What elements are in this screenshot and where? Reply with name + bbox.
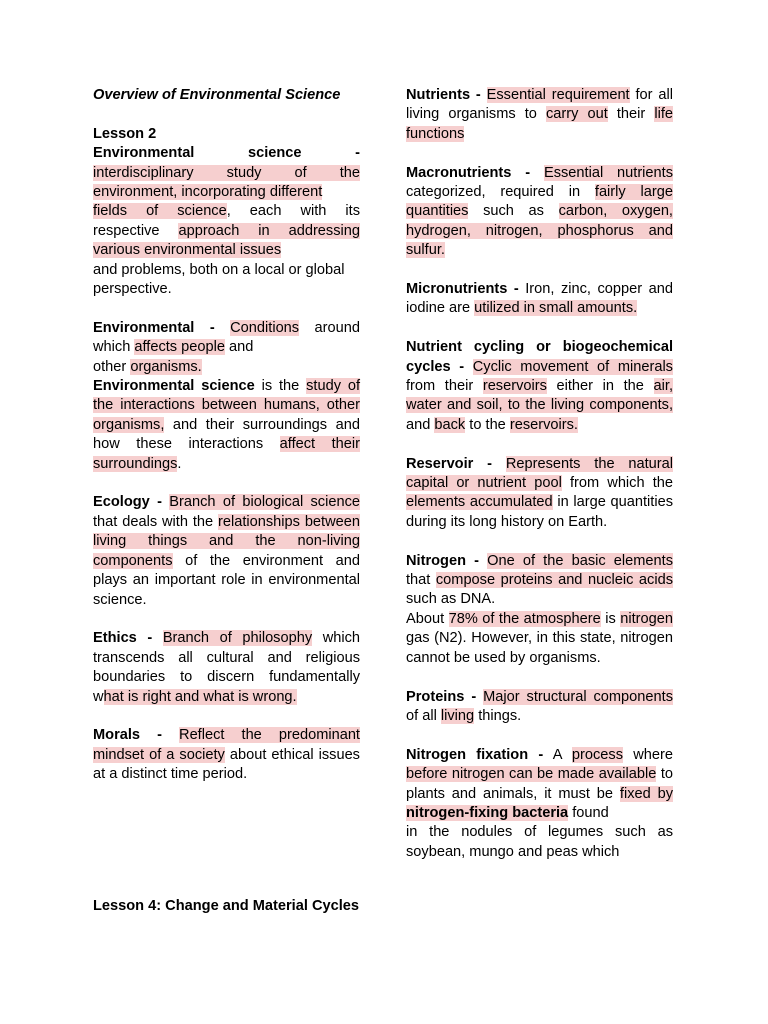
- text: where: [623, 746, 673, 763]
- highlight: utilized in small amounts.: [474, 300, 638, 317]
- text: for all living organisms to: [406, 87, 673, 123]
- text: A: [543, 746, 572, 763]
- text: such as DNA.: [406, 591, 496, 608]
- lesson-4-heading: Lesson 4: Change and Material Cycles: [93, 898, 360, 914]
- text: that: [406, 572, 436, 589]
- morals-definition: [93, 726, 360, 784]
- text: either in the: [546, 378, 654, 395]
- term-environmental-science: Environmental science -: [93, 145, 360, 162]
- highlight: Essential requirement: [486, 87, 630, 103]
- es-def-line5: [93, 222, 360, 241]
- text: , each with its: [226, 203, 360, 220]
- text: found: [568, 804, 609, 821]
- highlight: Conditions: [230, 319, 300, 336]
- text: to the: [465, 416, 510, 433]
- text: is: [600, 610, 621, 627]
- nitrogen-part2: [406, 610, 673, 668]
- highlight: fields of science: [93, 203, 227, 220]
- highlight: various environmental issues: [93, 242, 282, 259]
- highlight: reservoirs.: [509, 416, 578, 433]
- text: that deals with the: [93, 513, 218, 530]
- highlight: air, water and soil, to the living components,: [406, 378, 674, 414]
- es-def-line1: [93, 144, 360, 163]
- highlight: back: [434, 416, 466, 433]
- highlight: Represents the natural capital or nutrient pool: [406, 455, 673, 492]
- environmental-definition: [93, 319, 360, 377]
- highlight: approach in addressing: [178, 222, 360, 239]
- highlight: life functions: [406, 106, 673, 142]
- term-nutrients: Nutrients -: [406, 87, 481, 103]
- reservoir-definition: [406, 455, 673, 533]
- es-def-line7: [93, 261, 360, 280]
- term-ecology: Ecology -: [93, 494, 162, 511]
- term-macronutrients: Macronutrients -: [406, 164, 531, 181]
- highlight: Cyclic movement of minerals: [472, 358, 673, 375]
- text: and their surroundings and how these interactions: [93, 416, 360, 453]
- highlight: Major structural components: [483, 688, 673, 705]
- highlight: before nitrogen can be made available: [406, 766, 657, 783]
- proteins-definition: [406, 688, 673, 727]
- highlight: environment, incorporating different: [93, 184, 323, 201]
- highlight: elements accumulated: [406, 494, 553, 511]
- es-def-line8: [93, 280, 360, 299]
- text: such as: [468, 203, 559, 220]
- highlight: affects people: [134, 339, 225, 356]
- highlight: 78% of the atmosphere: [448, 610, 601, 627]
- lesson-2-heading: [93, 125, 360, 144]
- environmental-science-study: [93, 377, 360, 474]
- highlight: carry out: [545, 106, 608, 123]
- fixation-part2: [406, 823, 673, 862]
- macronutrients-definition: [406, 164, 673, 261]
- text: about ethical issues at a distinct time period.: [93, 746, 360, 783]
- lesson-2-section: [93, 125, 360, 300]
- text: is the: [254, 378, 307, 395]
- nutrient-cycling-definition: [406, 338, 673, 435]
- highlight: hat is right and what is wrong.: [103, 688, 297, 705]
- highlight: Reflect the predominant mindset of a society: [93, 727, 360, 763]
- text: Iron, zinc, copper and iodine are: [406, 281, 673, 317]
- text: in the nodules of legumes such as soybean, mungo and peas which: [406, 824, 673, 860]
- highlight: interdisciplinary study of the: [93, 164, 360, 181]
- highlight: reservoirs: [482, 378, 547, 395]
- nitrogen-part1: [406, 552, 673, 610]
- term-environmental-science-2: Environmental science: [93, 378, 255, 395]
- highlight: organisms.: [130, 358, 202, 375]
- text: of all: [406, 707, 441, 724]
- text: other: [93, 358, 131, 375]
- env-def-line2: [93, 338, 360, 357]
- text: which: [93, 339, 135, 356]
- text: and: [406, 416, 435, 433]
- term-reservoir: Reservoir -: [406, 455, 493, 472]
- highlight: Essential nutrients: [543, 164, 673, 181]
- es-def-line3: [93, 183, 360, 202]
- fixation-part1: [406, 746, 673, 824]
- term-proteins: Proteins -: [406, 688, 477, 705]
- highlight: relationships between living things and the non-living components: [93, 513, 360, 569]
- env-def-line1: [93, 319, 360, 338]
- text: their: [607, 106, 655, 123]
- micronutrients-definition: [406, 280, 673, 319]
- text: things.: [474, 707, 522, 724]
- text: categorized, required in: [406, 184, 595, 201]
- text: perspective.: [93, 281, 172, 298]
- es-def-line6: [93, 241, 360, 260]
- highlight: carbon, oxygen, hydrogen, nitrogen, phosphorus and sulfur.: [406, 203, 673, 259]
- text: which transcends all cultural and religious boundaries to discern fundamentally w: [93, 630, 361, 705]
- text: from which the: [561, 475, 674, 492]
- text: around: [299, 319, 361, 336]
- term-nitrogen: Nitrogen -: [406, 552, 479, 569]
- highlight: compose proteins and nucleic acids: [435, 572, 673, 589]
- right-column: [406, 86, 673, 862]
- highlight: One of the basic elements: [487, 552, 673, 569]
- highlight: nitrogen: [620, 610, 673, 627]
- es-def-line4: [93, 202, 360, 221]
- highlight: living: [440, 707, 475, 724]
- text: and: [224, 339, 254, 356]
- term-nutrient-cycling: Nutrient cycling or biogeochemical cycles -: [406, 339, 673, 375]
- nitrogen-definition: [406, 552, 673, 668]
- term-environmental: Environmental -: [93, 319, 215, 336]
- text: and problems, both on a local or global: [93, 261, 345, 278]
- highlight: study of the interactions between humans, other organisms,: [93, 378, 360, 433]
- nutrients-definition: [406, 86, 673, 144]
- text: from their: [406, 378, 483, 395]
- es-def-line2: [93, 164, 360, 183]
- text: .: [177, 455, 182, 472]
- left-column: [93, 86, 361, 914]
- term-nitrogen-fixation: Nitrogen fixation -: [406, 746, 544, 763]
- text: in large quantities during its long history on Earth.: [406, 494, 673, 530]
- highlight: Branch of biological science: [169, 494, 360, 511]
- term-micronutrients: Micronutrients -: [406, 281, 519, 298]
- text: gas (N2). However, in this state, nitrogen cannot be used by organisms.: [406, 630, 673, 666]
- term-morals: Morals -: [93, 727, 162, 744]
- highlight: affect their surroundings: [93, 436, 361, 472]
- highlight: process: [571, 746, 623, 763]
- lesson-2-label: Lesson 2: [93, 125, 157, 142]
- highlight: Branch of philosophy: [162, 630, 313, 647]
- ethics-definition: [93, 629, 360, 707]
- highlight: fixed by: [619, 785, 673, 802]
- highlight-bold: nitrogen-fixing bacteria: [406, 804, 569, 821]
- env-def-line3: [93, 358, 360, 377]
- text: respective: [93, 222, 179, 239]
- text: of the environment and plays an important role in environmental science.: [93, 552, 360, 608]
- ecology-definition: [93, 493, 360, 609]
- term-ethics: Ethics -: [93, 630, 153, 647]
- document-title: Overview of Environmental Science: [93, 87, 341, 103]
- text: to plants and animals, it must be: [406, 766, 674, 802]
- highlight: fairly large quantities: [406, 184, 673, 220]
- text: About: [406, 610, 449, 627]
- nitrogen-fixation-definition: [406, 746, 673, 862]
